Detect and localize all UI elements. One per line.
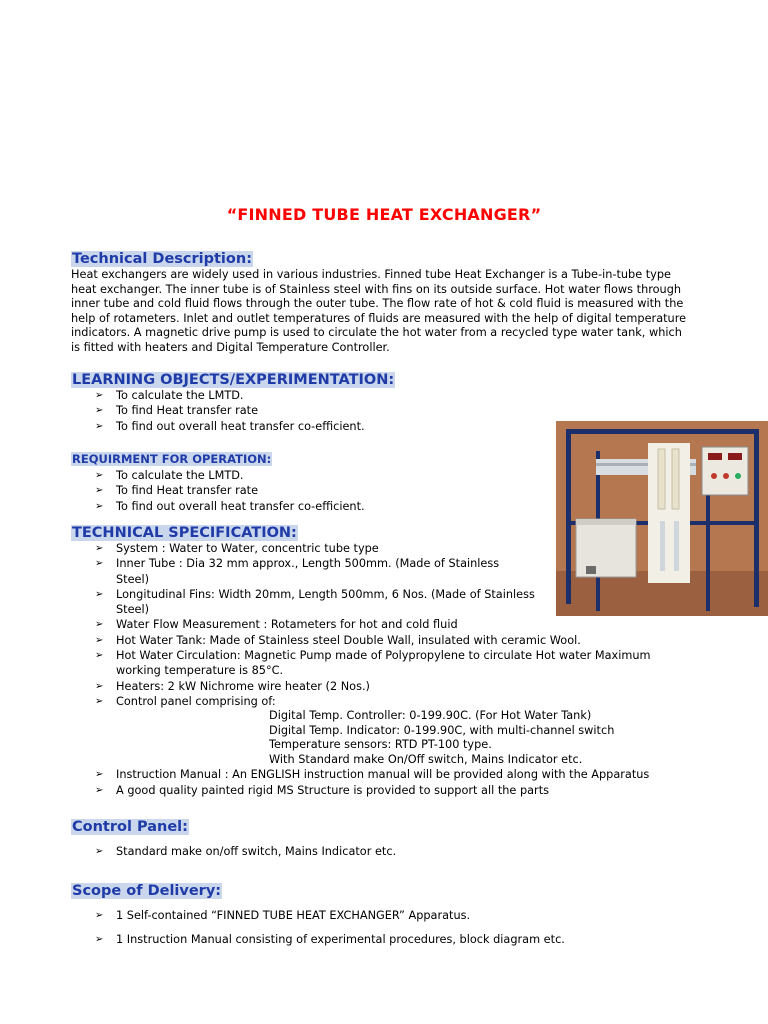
learning-list	[0, 388, 395, 434]
arrow-bullet-icon: ➢	[95, 650, 104, 662]
learning-heading: LEARNING OBJECTS/EXPERIMENTATION:	[72, 372, 395, 388]
scope-section	[71, 880, 565, 948]
arrow-bullet-icon: ➢	[95, 470, 104, 481]
document-title: “FINNED TUBE HEAT EXCHANGER”	[226, 205, 542, 224]
paragraph-line: help of rotameters. Inlet and outlet temperatures of fluids are measured with the help of digital temperature	[71, 311, 687, 325]
detail-line: Digital Temp. Indicator: 0-199.90C, with multi-channel switch	[269, 723, 615, 737]
list-item: ➢ System : Water to Water, concentric tube type	[95, 542, 379, 555]
control-panel-list	[71, 844, 396, 859]
paragraph-line: is fitted with heaters and Digital Temperature Controller.	[71, 340, 390, 354]
paragraph-line: Heat exchangers are widely used in various industries. Finned tube Heat Exchanger is a Tube-in-tube type	[71, 268, 671, 281]
arrow-bullet-icon: ➢	[95, 784, 104, 796]
scope-heading: Scope of Delivery:	[72, 883, 222, 899]
requirement-heading: REQUIRMENT FOR OPERATION:	[72, 452, 272, 466]
arrow-bullet-icon: ➢	[95, 558, 104, 570]
paragraph-line: heat exchanger. The inner tube is of Stainless steel with fins on its outside surface. Hot water flows through	[71, 282, 682, 296]
list-item: ➢ To find Heat transfer rate	[95, 404, 259, 418]
paragraph-line: indicators. A magnetic drive pump is used to circulate the hot water from a recycled type water tank, which	[71, 326, 682, 339]
requirement-list	[71, 468, 365, 514]
technical-description-section	[71, 248, 695, 355]
apparatus-illustration	[556, 421, 768, 616]
detail-line: With Standard make On/Off switch, Mains Indicator etc.	[269, 752, 583, 766]
arrow-bullet-icon: ➢	[95, 500, 104, 512]
list-item: ➢ 1 Self-contained “FINNED TUBE HEAT EXCHANGER” Apparatus.	[95, 909, 471, 922]
arrow-bullet-icon: ➢	[95, 485, 104, 497]
list-item: ➢ Hot Water Circulation: Magnetic Pump made of Polypropylene to circulate Hot water Maximum working temperature is 85°C.	[95, 649, 651, 678]
list-item: ➢ To find out overall heat transfer co-efficient.	[95, 499, 365, 513]
arrow-bullet-icon: ➢	[95, 695, 104, 707]
arrow-bullet-icon: ➢	[95, 588, 104, 600]
arrow-bullet-icon: ➢	[95, 390, 104, 401]
arrow-bullet-icon: ➢	[95, 405, 104, 417]
learning-section	[71, 369, 395, 434]
arrow-bullet-icon: ➢	[95, 619, 104, 631]
apparatus-photo	[556, 421, 768, 616]
arrow-bullet-icon: ➢	[95, 634, 104, 646]
list-item: ➢ To calculate the LMTD.	[95, 469, 244, 482]
technical-description-text	[71, 268, 695, 355]
spec-list-after	[71, 767, 671, 798]
list-item: ➢ Control panel comprising of:	[95, 694, 276, 708]
list-item: ➢ Hot Water Tank: Made of Stainless steel Double Wall, insulated with ceramic Wool.	[95, 633, 581, 647]
control-panel-heading: Control Panel:	[72, 819, 188, 835]
list-item: ➢ A good quality painted rigid MS Structure is provided to support all the parts	[95, 783, 550, 797]
scope-list	[71, 908, 565, 948]
list-item: ➢ To find Heat transfer rate	[95, 484, 259, 498]
list-item: ➢ 1 Instruction Manual consisting of experimental procedures, block diagram etc.	[95, 933, 565, 947]
list-item: ➢ To calculate the LMTD.	[95, 389, 244, 402]
arrow-bullet-icon: ➢	[95, 769, 104, 781]
list-item: ➢ Longitudinal Fins: Width 20mm, Length 500mm, 6 Nos. (Made of Stainless Steel)	[95, 587, 535, 617]
arrow-bullet-icon: ➢	[95, 543, 104, 554]
list-item: ➢ Water Flow Measurement : Rotameters for hot and cold fluid	[95, 618, 458, 632]
control-panel-details	[71, 709, 671, 767]
list-item: ➢ Standard make on/off switch, Mains Indicator etc.	[95, 845, 397, 858]
list-item: ➢ Instruction Manual : An ENGLISH instruction manual will be provided along with the Apparatus	[95, 768, 650, 782]
paragraph-line: inner tube and cold fluid flows through the outer tube. The flow rate of hot & cold fluid is measured with the	[71, 297, 684, 310]
detail-line: Temperature sensors: RTD PT-100 type.	[269, 738, 492, 752]
technical-description-heading: Technical Description:	[72, 251, 252, 267]
requirement-section	[71, 448, 365, 514]
list-item: ➢ Heaters: 2 kW Nichrome wire heater (2 Nos.)	[95, 679, 370, 693]
arrow-bullet-icon: ➢	[95, 420, 104, 432]
detail-line: Digital Temp. Controller: 0-199.90C. (For Hot Water Tank)	[269, 709, 592, 723]
control-panel-section	[71, 816, 396, 859]
arrow-bullet-icon: ➢	[95, 910, 104, 921]
list-item: ➢ To find out overall heat transfer co-efficient.	[95, 419, 365, 433]
arrow-bullet-icon: ➢	[95, 680, 104, 692]
spec-heading: TECHNICAL SPECIFICATION:	[72, 525, 297, 541]
list-item: ➢ Inner Tube : Dia 32 mm approx., Length 500mm. (Made of Stainless Steel)	[95, 557, 500, 586]
arrow-bullet-icon: ➢	[95, 934, 104, 946]
arrow-bullet-icon: ➢	[95, 846, 104, 857]
